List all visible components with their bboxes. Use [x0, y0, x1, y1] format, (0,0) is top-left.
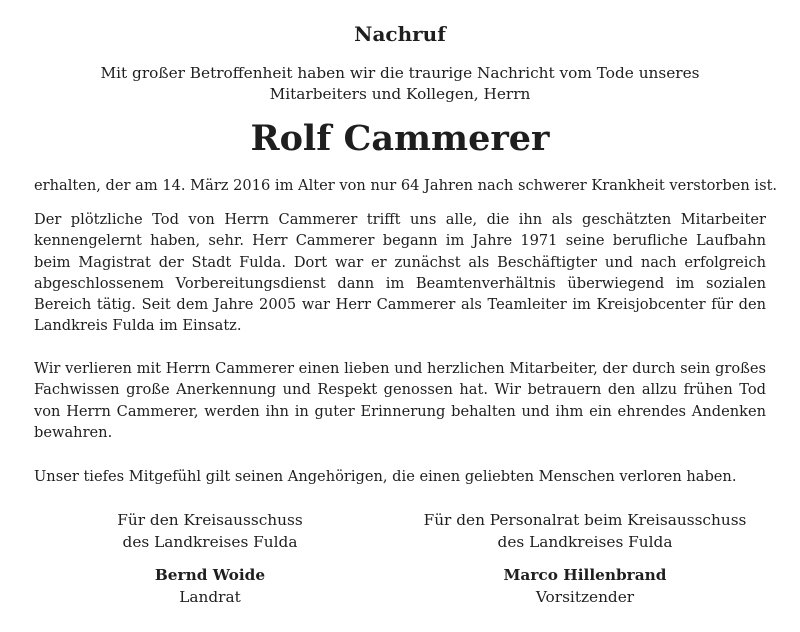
- signature-left-org-line-1: Für den Kreisausschuss: [117, 511, 303, 529]
- signature-left-name: Bernd Woide: [154, 566, 266, 584]
- obituary-notice: [34, 0, 778, 632]
- paragraph-tribute: Wir verlieren mit Herrn Cammerer einen lieben und herzlichen Mitarbeiter, der durch sein großes Fachwissen große Anerkennung und Respekt genossen hat. Wir betrauern den allzu frühen Tod von Herrn Cammerer, werden ihn in guter Erinnerung behalten und ihm ein ehrendes Andenken bewahren.: [34, 360, 766, 441]
- signature-right-org-line-2: des Landkreises Fulda: [497, 532, 673, 551]
- notice-heading: Nachruf: [354, 22, 446, 46]
- deceased-name: Rolf Cammerer: [250, 118, 550, 159]
- signature-right-org-line-1: Für den Personalrat beim Kreisausschuss: [423, 511, 747, 529]
- signature-left: [80, 510, 340, 608]
- signature-left-org-line-2: des Landkreises Fulda: [122, 532, 298, 551]
- paragraph-career: Der plötzliche Tod von Herrn Cammerer trifft uns alle, die ihn als geschätzten Mitarbeiter kennengelernt haben, sehr. Herr Cammerer begann im Jahre 1971 seine berufliche Laufbahn beim Magistrat der Stadt Fulda. Dort war er zunächst als Beschäftigter und nach erfolgreich abgeschlossenem Vorbereitungsdienst dann im Beamtenverhältnis überwiegend im sozialen Bereich tätig. Seit dem Jahre 2005 war Herr Cammerer als Teamleiter im Kreisjobcenter für den Landkreis Fulda im Einsatz.: [34, 211, 766, 335]
- signature-right: [395, 510, 775, 608]
- intro-line-1: Mit großer Betroffenheit haben wir die traurige Nachricht vom Tode unseres: [100, 64, 700, 82]
- signature-right-name: Marco Hillenbrand: [503, 566, 667, 584]
- signature-block: [34, 510, 766, 630]
- intro-line-2: Mitarbeiters und Kollegen, Herrn: [269, 85, 531, 103]
- signature-right-role: Vorsitzender: [535, 587, 635, 606]
- signature-left-role: Landrat: [179, 587, 241, 606]
- paragraph-death-notice: erhalten, der am 14. März 2016 im Alter von nur 64 Jahren nach schwerer Krankheit verstorben ist.: [34, 177, 778, 194]
- paragraph-condolences: Unser tiefes Mitgefühl gilt seinen Angehörigen, die einen geliebten Menschen verloren haben.: [34, 468, 737, 485]
- intro-text: [34, 63, 766, 105]
